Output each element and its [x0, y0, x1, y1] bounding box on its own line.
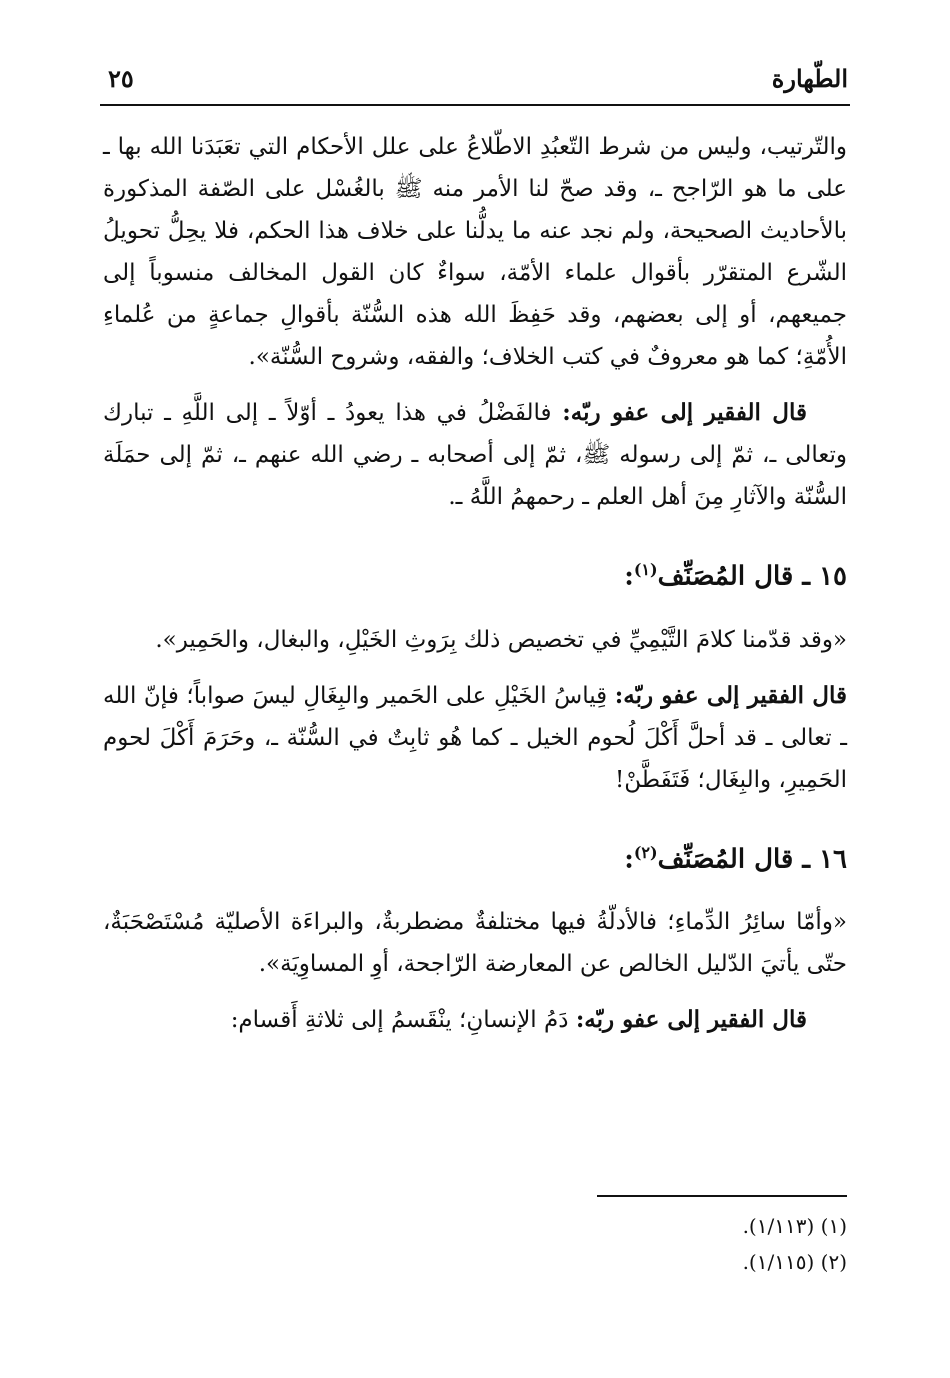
comment-lead: قال الفقير إلى عفو ربّه:	[614, 681, 847, 709]
section-heading-15	[103, 548, 847, 599]
quote-paragraph-15: «وقد قدّمنا كلامَ التَّيْمِيِّ في تخصيص ذلك بِرَوثِ الخَيْلِ، والبغال، والحَمِير».	[155, 626, 847, 653]
comment-paragraph-15	[103, 675, 847, 801]
intro-paragraph: والتّرتيب، وليس من شرط التّعبُدِ الاطّلاعُ على علل الأحكام التي تعَبَدَنا الله بها ـ على ما هو الرّاجح ـ، وقد صحّ لنا الأمر منه ﷺ بالغُسْل على الصّفة المذكورة بالأحاديث الصحيحة، ولم نجد عنه ما يدلُّنا على خلاف هذا الحكم، فلا يحِلُّ تحويلُ الشّرع المتقرّر بأقوال علماء الأمّة، سواءٌ كان القول المخالف منسوباً إلى جميعهم، أو إلى بعضهم، وقد حَفِظَ الله هذه السُّنّة بأقوالِ جماعةٍ من عُلماءِ الأُمّةِ؛ كما هو معروفٌ في كتب الخلاف؛ والفقه، وشروح السُّنّة».	[103, 134, 847, 370]
running-title: الطّهارة	[771, 64, 848, 93]
footnotes	[347, 1208, 847, 1280]
footnote-1: (١) (١/١١٣).	[742, 1214, 847, 1238]
footnote-marker: (١)	[633, 560, 658, 579]
section-heading-text: ١٦ ـ قال المُصَنِّف	[657, 844, 847, 875]
comment-paragraph-16	[103, 999, 847, 1041]
footnote-2: (٢) (١/١١٥).	[742, 1250, 847, 1274]
comment-text: قِياسُ الخَيْلِ على الحَمير والبِغَالِ ليسَ صواباً؛ فإنّ الله ـ تعالى ـ قد أحلَّ أَكْلَ لُحوم الخيل ـ كما هُو ثابِتٌ في السُّنّة ـ، وحَرَمَ أَكْلَ لحوم الحَمِيرِ، والبِغَال؛ فَتَفَطَّنْ!	[103, 682, 847, 793]
footnote-separator	[597, 1195, 847, 1197]
section-heading-16	[103, 831, 847, 882]
comment-paragraph-1	[103, 392, 847, 518]
comment-lead: قال الفقير إلى عفو ربّه:	[575, 1006, 807, 1034]
heading-colon: :	[624, 561, 634, 592]
comment-text: دَمُ الإنسانِ؛ ينْقَسمُ إلى ثلاثةِ أَقسام:	[230, 1007, 569, 1034]
quote-paragraph-16: «وأمّا سائِرُ الدِّماءِ؛ فالأدلّةُ فيها مختلفةٌ مضطربةٌ، والبراءَة الأصليّة مُسْتَصْحَبَةٌ، حتّى يأتيَ الدّليل الخالص عن المعارضة الرّاجحة، أوِ المساوِيَة».	[103, 909, 847, 978]
body-text	[103, 126, 847, 1041]
page-header	[100, 62, 850, 106]
comment-text: فالفَضْلُ في هذا يعودُ ـ أوّلاً ـ إلى اللَّهِ ـ تبارك وتعالى ـ، ثمّ إلى رسوله ﷺ، ثمّ إلى أصحابه ـ رضي الله عنهم ـ، ثمّ إلى حمَلَة السُّنّة والآثارِ مِنَ أهل العلم ـ رحمهمُ اللَّهُ ـ.	[103, 400, 847, 510]
comment-lead: قال الفقير إلى عفو ربّه:	[562, 399, 808, 426]
page-number: ٢٥	[108, 64, 134, 93]
heading-colon: :	[624, 844, 634, 875]
footnote-marker: (٢)	[633, 842, 658, 862]
section-heading-text: ١٥ ـ قال المُصَنِّف	[657, 561, 847, 592]
